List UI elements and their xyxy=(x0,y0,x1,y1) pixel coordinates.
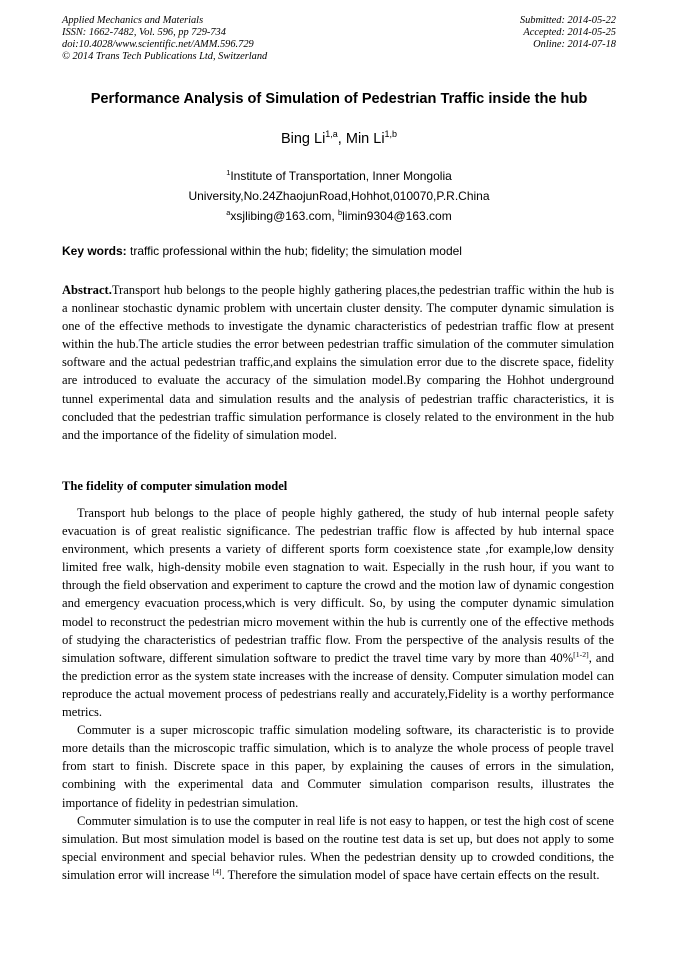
email-mark: a xyxy=(226,208,231,217)
author-list xyxy=(0,131,678,147)
accepted-date: Accepted: 2014-05-25 xyxy=(523,27,616,38)
journal-info xyxy=(62,15,267,63)
email-separator: , xyxy=(331,209,338,223)
keywords xyxy=(62,244,462,258)
affiliation-line-1: $^1$Institute of Transportation, Inner Mongolia xyxy=(226,168,452,183)
citation: [4] xyxy=(212,866,222,876)
paragraph: Transport hub belongs to the place of people highly gathered, the study of hub internal people safety evacuation is of great realistic significance. The pedestrian traffic flow is affected by hub internal space environment, which presents a variety of different sports form coexistence state ,for example,low density limited free walk, high-density mobile even stagnation to wait. Especially in the rush hour, if you want to through the field observation and experiment to capture the crowd and the motion law of dynamic congestion and emergency evacuation process,which is very difficult. So, by using the computer dynamic simulation model to reconstruct the pedestrian micro movement within the hub is currently one of the effective methods of studying the characteristics of pedestrian traffic flow. From the perspective of the analysis results of the simulation software, different simulation software to predict the travel time vary by more than 40%[1-2], and the prediction error as the system state increases with the increase of density. Computer simulation model can reproduce the actual movement process of pedestrians really and accurately,Fidelity is a worthy performance metrics. xyxy=(62,506,614,720)
keywords-text: traffic professional within the hub; fidelity; the simulation model xyxy=(126,244,462,258)
paper-title: Performance Analysis of Simulation of Pedestrian Traffic inside the hub xyxy=(90,91,588,107)
abstract-label: Abstract. xyxy=(62,283,112,297)
email-address: xsjlibing@163.com xyxy=(230,209,332,223)
citation: [1-2] xyxy=(573,649,589,659)
author-separator: , xyxy=(337,131,346,147)
author-mark: 1,a xyxy=(325,129,338,140)
abstract xyxy=(62,281,614,444)
author-name: Bing Li xyxy=(280,131,326,147)
author-mark: 1,b xyxy=(384,129,398,140)
paragraph: Commuter is a super microscopic traffic simulation modeling software, its characteristic is to provide more details than the microscopic traffic simulation, which is to analyze the whole process of people travel from start to finish. Discrete space in this paper, by explaining the causes of errors in the simulation, combining with the experimental data and Commuter simulation comparison results, illustrates the importance of fidelity in pedestrian simulation. xyxy=(62,723,614,810)
affiliation xyxy=(0,166,678,206)
author-emails xyxy=(0,209,678,223)
submitted-date: Submitted: 2014-05-22 xyxy=(519,15,616,26)
submission-dates xyxy=(520,15,616,51)
author-name: Min Li xyxy=(345,131,385,147)
email-address: limin9304@163.com xyxy=(342,209,452,223)
abstract-text: Transport hub belongs to the people highly gathering places,the pedestrian traffic within the hub is a nonlinear stochastic dynamic problem with uncertain cluster density. The computer dynamic simulation is one of the effective methods to investigate the dynamic characteristics of pedestrian traffic flow at present within the hub.The article studies the error between pedestrian traffic simulation of the commuter simulation software and the actual pedestrian traffic,and explains the simulation error due to the discrete space, fidelity are introduced to evaluate the accuracy of the simulation model.By comparing the Hohhot underground tunnel experimental data and simulation results and the analysis of pedestrian traffic characteristics, it is concluded that the pedestrian traffic simulation performance is closely related to the environment in the hub and the importance of the fidelity of simulation model. xyxy=(62,283,614,442)
affiliation-mark: 1 xyxy=(226,168,231,177)
journal-name: Applied Mechanics and Materials xyxy=(62,15,204,26)
journal-issn: ISSN: 1662-7482, Vol. 596, pp 729-734 xyxy=(62,27,226,38)
paragraph: Commuter simulation is to use the computer in real life is not easy to happen, or test the high cost of scene simulation. But most simulation model is based on the routine test data is set up, but does not apply to some special environment and special behavior rules. When the pedestrian density up to crowded conditions, the simulation error will increase [4]. Therefore the simulation model of space have certain effects on the result. xyxy=(62,813,614,882)
journal-copyright: © 2014 Trans Tech Publications Ltd, Switzerland xyxy=(62,51,268,62)
section-heading: The fidelity of computer simulation model xyxy=(62,479,288,493)
online-date: Online: 2014-07-18 xyxy=(533,39,616,50)
email-mark: b xyxy=(338,208,343,217)
keywords-label: Key words: xyxy=(62,244,127,258)
journal-doi: doi:10.4028/www.scientific.net/AMM.596.729 xyxy=(62,39,254,50)
section-body xyxy=(62,504,614,884)
affiliation-line-2: University,No.24ZhaojunRoad,Hohhot,010070,P.R.China xyxy=(188,189,490,203)
